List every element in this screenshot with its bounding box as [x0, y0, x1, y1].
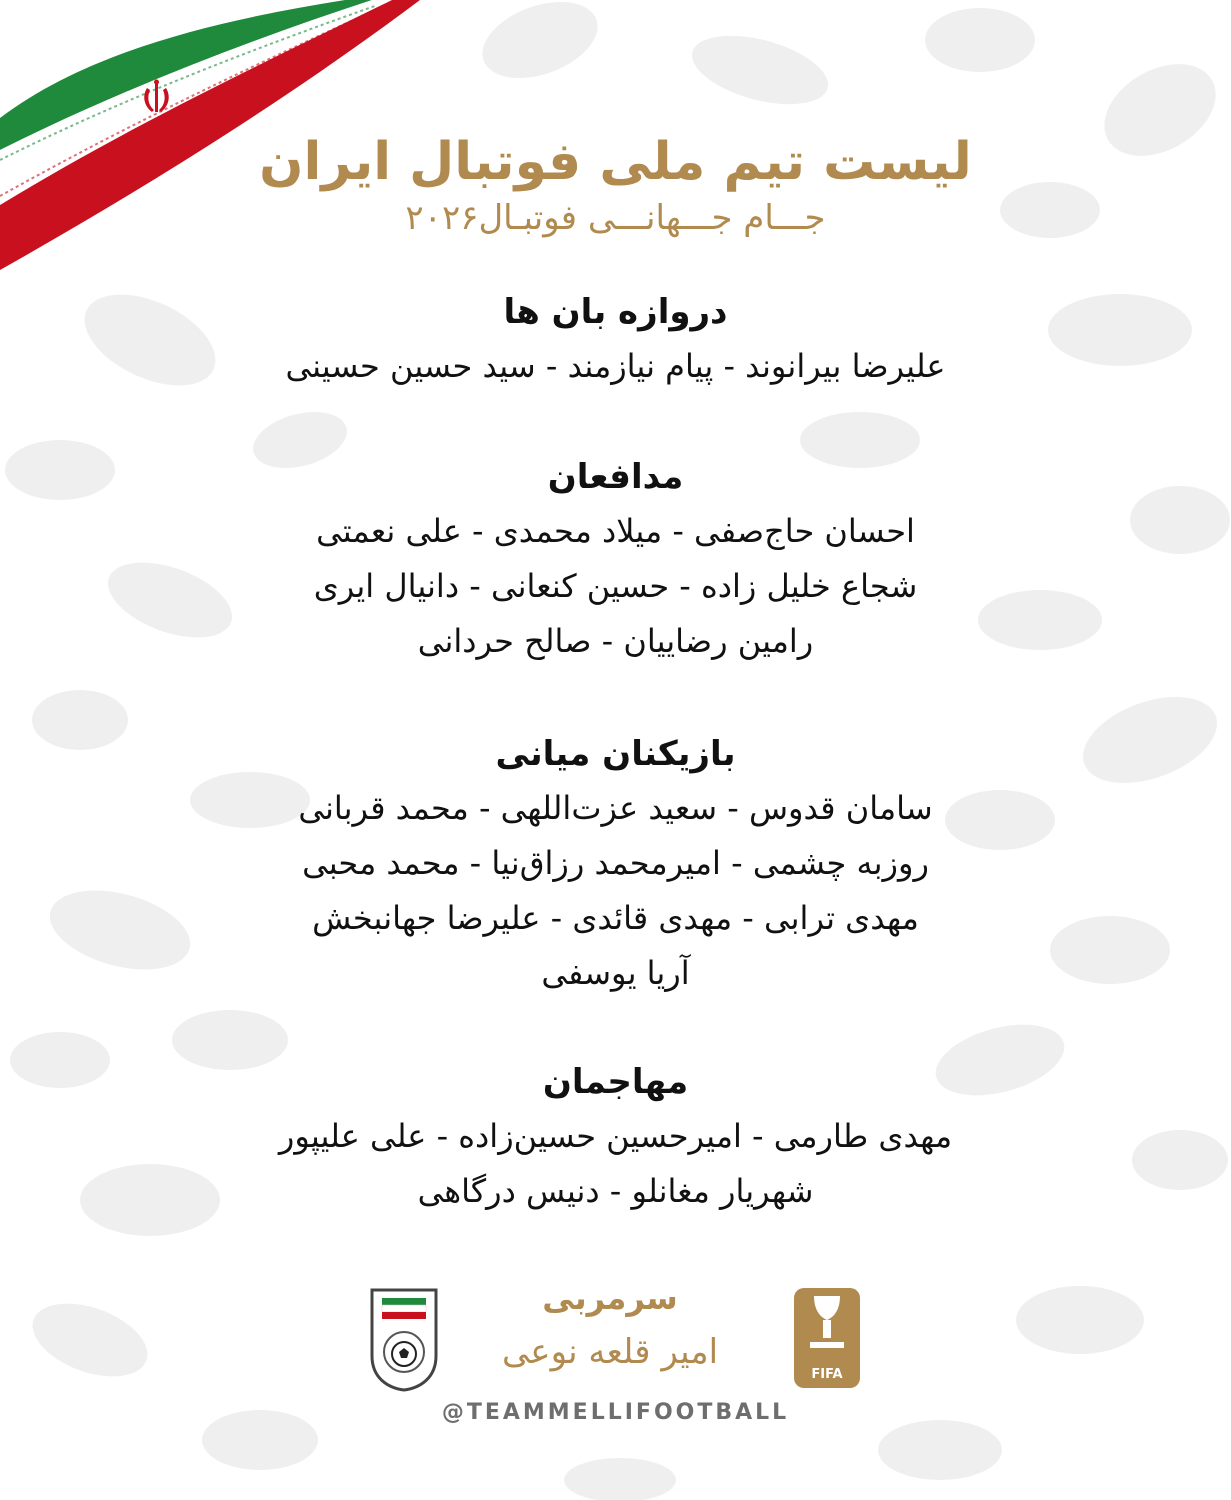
- player-line: شجاع خلیل زاده - حسین کنعانی - دانیال ایری: [313, 567, 918, 605]
- player-line: روزبه چشمی - امیرمحمد رزاق‌نیا - محمد محبی: [302, 844, 929, 882]
- player-line: علیرضا بیرانوند - پیام نیازمند - سید حسین حسینی: [285, 347, 946, 385]
- social-handle: @TEAMMELLIFOOTBALL: [441, 1400, 790, 1425]
- page-title: لیست تیم ملی فوتبال ایران: [259, 132, 972, 192]
- world-cup-trophy-icon: [792, 1286, 862, 1390]
- section-heading: مدافعان: [547, 457, 684, 497]
- player-line: رامین رضاییان - صالح حردانی: [417, 622, 814, 660]
- page-subtitle: جـــام جـــهانـــی فوتبـال۲۰۲۶: [405, 198, 826, 238]
- coach-label: سرمربی: [542, 1279, 678, 1317]
- section-heading: دروازه بان ها: [503, 292, 728, 332]
- player-line: شهریار مغانلو - دنیس درگاهی: [417, 1172, 814, 1210]
- section-forwards: [0, 1055, 1231, 1219]
- section-defenders: [0, 450, 1231, 669]
- football-federation-crest-icon: [368, 1286, 440, 1392]
- section-heading: بازیکنان میانی: [495, 734, 736, 774]
- player-line: سامان قدوس - سعید عزت‌اللهی - محمد قربانی: [298, 789, 933, 827]
- player-line: احسان حاج‌صفی - میلاد محمدی - علی نعمتی: [316, 512, 915, 550]
- section-heading: مهاجمان: [542, 1062, 689, 1102]
- section-midfielders: [0, 727, 1231, 1001]
- head-coach: [460, 1272, 760, 1380]
- player-line: مهدی ترابی - مهدی قائدی - علیرضا جهانبخش: [312, 899, 919, 937]
- section-goalkeepers: [0, 285, 1231, 394]
- player-line: مهدی طارمی - امیرحسین حسین‌زاده - علی علیپور: [278, 1117, 953, 1155]
- player-line: آریا یوسفی: [541, 954, 690, 992]
- coach-name: امیر قلعه نوعی: [501, 1332, 719, 1372]
- fifa-label: FIFA: [811, 1367, 843, 1382]
